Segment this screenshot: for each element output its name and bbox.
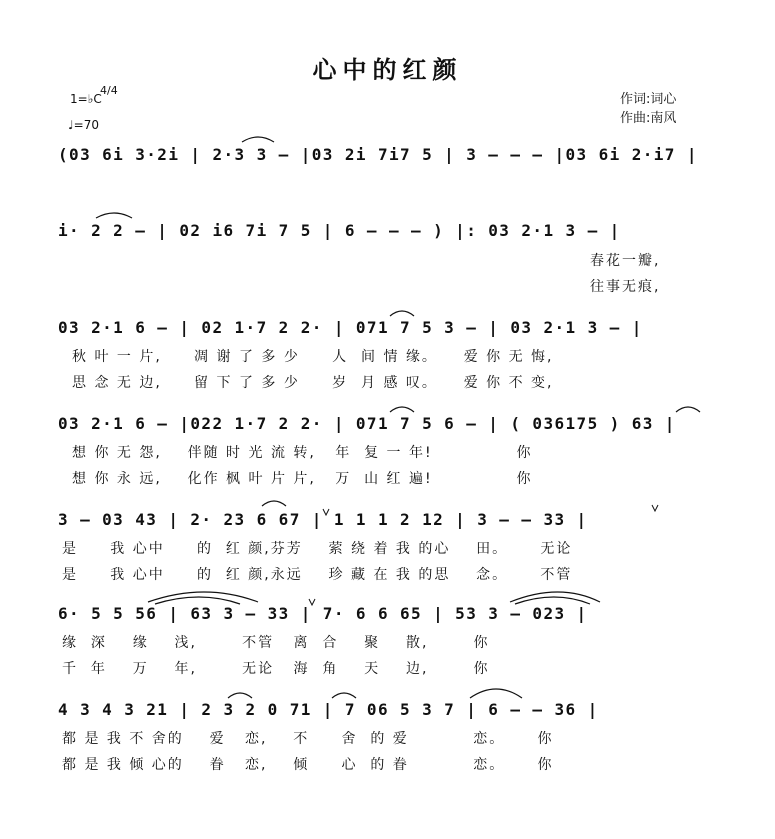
song-title: 心中的红颜 (312, 56, 463, 84)
lyricist-credit: 作词:词心 (620, 92, 677, 107)
tempo-marking: ♩=70 (68, 118, 99, 132)
breath-mark (309, 599, 315, 605)
lyric-line-6b: 千 年 万 年, 无论 海 角 天 边, 你 (62, 661, 490, 677)
lyric-line-3b: 思 念 无 边, 留 下 了 多 少 岁 月 感 叹。 爱 你 不 变, (72, 375, 554, 391)
breath-mark (652, 505, 658, 511)
composer-credit: 作曲:南风 (620, 111, 677, 126)
notation-system-5: 3 – 03 43 | 2· 23 6 67 | 1 1 1 2 12 | 3 – – 33 | (58, 510, 588, 529)
notation-system-2: i· 2 2 – | 02 i6 7i 7 5 | 6 – – – ) |: 03 2·1 3 – | (58, 221, 621, 240)
tie-arc (470, 689, 522, 698)
tie-arc (262, 501, 286, 506)
tie-arc (96, 213, 132, 218)
lyric-line-2a: 春花一瓣, (590, 253, 661, 269)
notation-system-1: (03 6i 3·2i | 2·3 3 – |03 2i 7i7 5 | 3 – – – |03 6i 2·i7 | (58, 145, 698, 164)
lyric-line-7a: 都 是 我 不 舍的 爱 恋, 不 舍 的 爱 恋。 你 (62, 731, 554, 747)
time-signature: 4/4 (100, 84, 118, 97)
tie-arc (390, 407, 414, 412)
lyric-line-7b: 都 是 我 倾 心的 眷 恋, 倾 心 的 眷 恋。 你 (62, 757, 554, 773)
key-signature: 1=♭C (70, 92, 102, 106)
lyric-line-4a: 想 你 无 怨, 伴随 时 光 流 转, 年 复 一 年! 你 (72, 445, 533, 461)
tie-arc (676, 407, 700, 412)
lyric-line-3a: 秋 叶 一 片, 凋 谢 了 多 少 人 间 情 缘。 爱 你 无 悔, (72, 349, 554, 365)
tie-arc (390, 311, 414, 316)
notation-system-4: 03 2·1 6 – |022 1·7 2 2· | 071 7 5 6 – | ( 036175 ) 63 | (58, 414, 676, 433)
notation-system-3: 03 2·1 6 – | 02 1·7 2 2· | 071 7 5 3 – | 03 2·1 3 – | (58, 318, 643, 337)
tie-arc (228, 693, 252, 698)
lyric-line-6a: 缘 深 缘 浅, 不管 离 合 聚 散, 你 (62, 635, 490, 651)
notation-system-6: 6· 5 5 56 | 63 3 – 33 | 7· 6 6 65 | 53 3 – 023 | (58, 604, 588, 623)
breath-mark (323, 509, 329, 515)
tie-arc (332, 693, 356, 698)
lyric-line-5a: 是 我 心中 的 红 颜,芬芳 萦 绕 着 我 的心 田。 无论 (62, 541, 573, 557)
tie-arc (515, 597, 590, 604)
tie-arc (242, 137, 274, 142)
lyric-line-2b: 往事无痕, (590, 279, 661, 295)
notation-system-7: 4 3 4 3 21 | 2 3 2 0 71 | 7 06 5 3 7 | 6 – – 36 | (58, 700, 599, 719)
lyric-line-4b: 想 你 永 远, 化作 枫 叶 片 片, 万 山 红 遍! 你 (72, 471, 533, 487)
lyric-line-5b: 是 我 心中 的 红 颜,永远 珍 藏 在 我 的思 念。 不管 (62, 567, 573, 583)
tie-arc (155, 597, 240, 604)
